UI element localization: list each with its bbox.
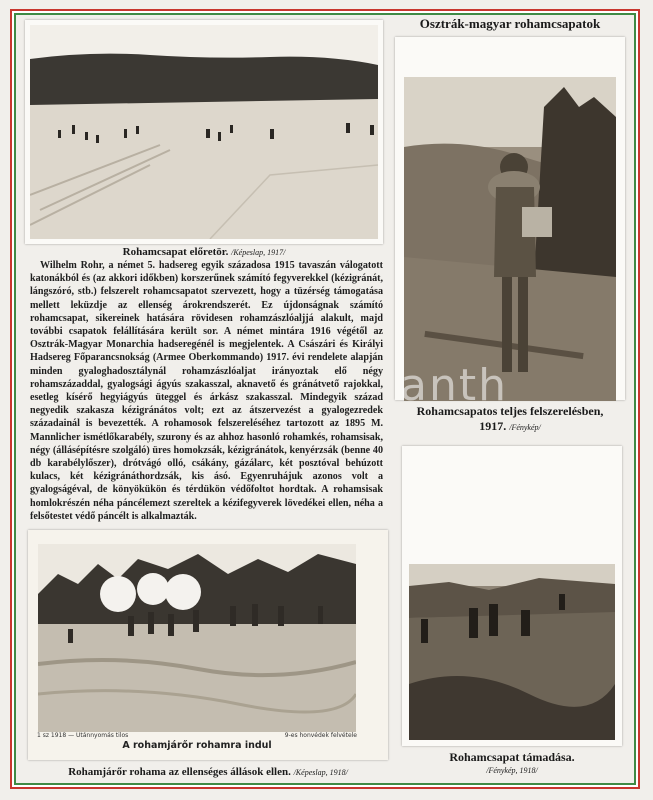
photo-1-caption-text: Rohamcsapat előretör. [122, 246, 229, 258]
photo-4-caption-text: Rohamcsapat támadása. [449, 750, 575, 764]
watermark: anth [400, 360, 508, 411]
page-heading: Osztrák-magyar rohamcsapatok [419, 16, 601, 31]
photo-2-image [404, 77, 616, 401]
photo-2-caption-line-2 [395, 419, 625, 435]
photo-storm-troop-attack [402, 446, 622, 746]
photo-4-source: /Fénykép, 1918/ [486, 766, 538, 775]
photo-3-source: /Képeslap, 1918/ [293, 768, 348, 777]
photo-1-source: /Képeslap, 1917/ [231, 248, 286, 257]
photo-4-image [409, 564, 615, 740]
photo-4-caption [402, 751, 622, 777]
photo-3-caption-text: Rohamjárőr rohama az ellenséges állások ellen. [68, 766, 291, 778]
photo-2-caption-line-1: Rohamcsapatos teljes felszerelésben, [416, 404, 604, 418]
postcard-inset-right: 9-es honvédek felvétele [284, 732, 357, 739]
photo-patrol-assault-postcard [28, 530, 388, 760]
photo-3-caption [28, 766, 388, 778]
postcard-inset-left: 1 sz 1918 — Utánnyomás tilos [37, 732, 129, 739]
photo-storm-trooper-full-gear [395, 37, 625, 400]
article-body: Wilhelm Rohr, a német 5. hadsereg egyik századosa 1915 tavaszán válogatott katonákból és (az akkori időkben) korszerűnek számító fegyverekkel (kézigránát, lángszóró, stb.) felszerelt rohamcsapatot szervezett, hogy a tüzérség támogatása mellett leküzdje az ellenség árokrendszerét. Ez újdonságnak számító rohamcsapat, sikereinek hatására rövidesen rohamzászlóaljjá alakult, majd további csapatok felállítására került sor. A német mintára 1916 végétől az Osztrák-Magyar Monarchia hadseregénél is megjelentek. A Császári és Királyi Hadsereg Főparancsnokság (Armee Oberkommando) 1917. évi rendelete alapján minden gyaloghadosztálynál rohamzászlóaljat irányoztak elő négy rohamszázaddal, gyalogsági ágyús szakasszal, aknavető és gránátvető rajokkal, esetleg kísérő hegyiágyús üteggel és árkász szakasszal. Mindegyik század negyedik szakasza kézigránátos volt; ezt az átszervezést a gyalogezredek századainál is bevezették. A rohamosok felszereléséhez tartozott az 1895 M. Mannlicher ismétlőkarabély, szurony és az ahhoz hasonló rohamkés, rohamsisak, négy (állásépítésre szolgáló) üres homokzsák, kézigránátok, kenyérzsák (benne 40 db karabélylőszer), drótvágó olló, csákány, gázálarc, két posztóval behúzott kulacs, két kézigránáthordzsák, kis ásó. Egyenruhájuk azonos volt a gyalogságéval, de könyökükön és térdükön védőfoltot hordtak. A rohamsisak homlokrészén néha páncélemezt szereltek a kézifegyverek lövedékei ellen, néha a felsőtestet védő páncélt is alkalmazták. [30, 260, 383, 522]
postcard-inset-caption [37, 732, 357, 751]
postcard-inset-title: A rohamjárőr rohamra indul [122, 740, 272, 751]
photo-storm-troop-advance [25, 20, 383, 244]
photo-1-image [30, 25, 378, 239]
photo-2-caption-year: 1917. [479, 419, 507, 433]
photo-1-caption [25, 246, 383, 258]
photo-3-image [38, 544, 356, 732]
photo-2-source: /Fénykép/ [509, 423, 541, 432]
